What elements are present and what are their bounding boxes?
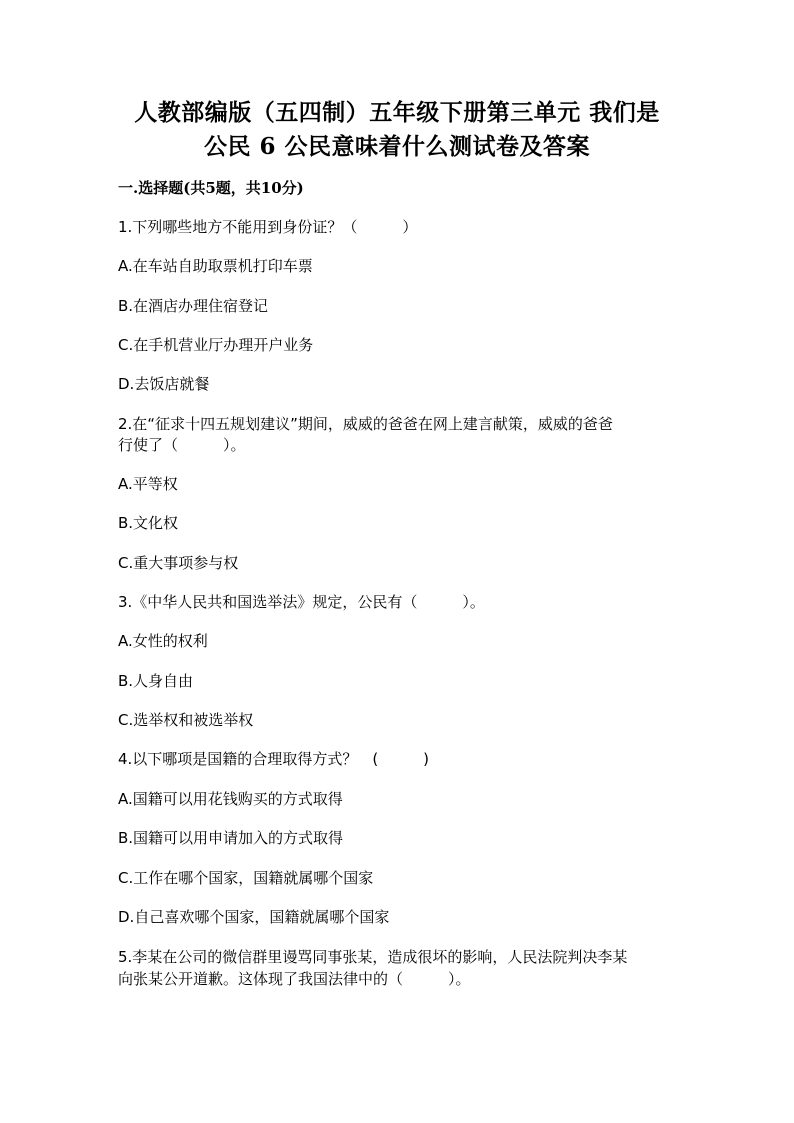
question-2-stem-line-2: 行使了（ ）。: [118, 436, 246, 454]
question-3-option-c: C.选举权和被选举权: [118, 711, 254, 729]
question-2-option-a: A.平等权: [118, 475, 178, 493]
question-3-stem: 3.《中华人民共和国选举法》规定，公民有（ ）。: [118, 593, 485, 611]
question-2-stem-line-1: 2.在“征求十四五规划建议”期间，威威的爸爸在网上建言献策，威威的爸爸: [118, 415, 613, 433]
question-1-option-c: C.在手机营业厅办理开户业务: [118, 336, 314, 354]
question-3-option-a: A.女性的权利: [118, 632, 208, 650]
question-5-stem-line-2: 向张某公开道歉。这体现了我国法律中的（ ）。: [118, 970, 471, 988]
question-4-option-a: A.国籍可以用花钱购买的方式取得: [118, 790, 343, 808]
question-1-option-b: B.在酒店办理住宿登记: [118, 297, 269, 315]
question-4-option-c: C.工作在哪个国家，国籍就属哪个国家: [118, 869, 374, 887]
question-2-option-b: B.文化权: [118, 514, 179, 532]
question-4-option-d: D.自己喜欢哪个国家，国籍就属哪个国家: [118, 908, 390, 926]
document-title: [0, 96, 794, 164]
question-5-stem-line-1: 5.李某在公司的微信群里谩骂同事张某，造成很坏的影响，人民法院判决李某: [118, 948, 628, 966]
question-1-stem: 1.下列哪些地方不能用到身份证？（ ）: [118, 218, 418, 236]
title-line-2: 公民 6 公民意味着什么测试卷及答案: [203, 133, 591, 160]
question-1-option-a: A.在车站自助取票机打印车票: [118, 257, 313, 275]
question-1-option-d: D.去饭店就餐: [118, 375, 210, 393]
question-4-stem: 4.以下哪项是国籍的合理取得方式？ ( ): [118, 750, 430, 768]
question-2-option-c: C.重大事项参与权: [118, 554, 239, 572]
question-4-option-b: B.国籍可以用申请加入的方式取得: [118, 829, 344, 847]
section-header: 一.选择题(共5题，共10分): [118, 179, 304, 197]
title-line-1: 人教部编版（五四制）五年级下册第三单元 我们是: [134, 99, 660, 126]
question-3-option-b: B.人身自由: [118, 672, 194, 690]
